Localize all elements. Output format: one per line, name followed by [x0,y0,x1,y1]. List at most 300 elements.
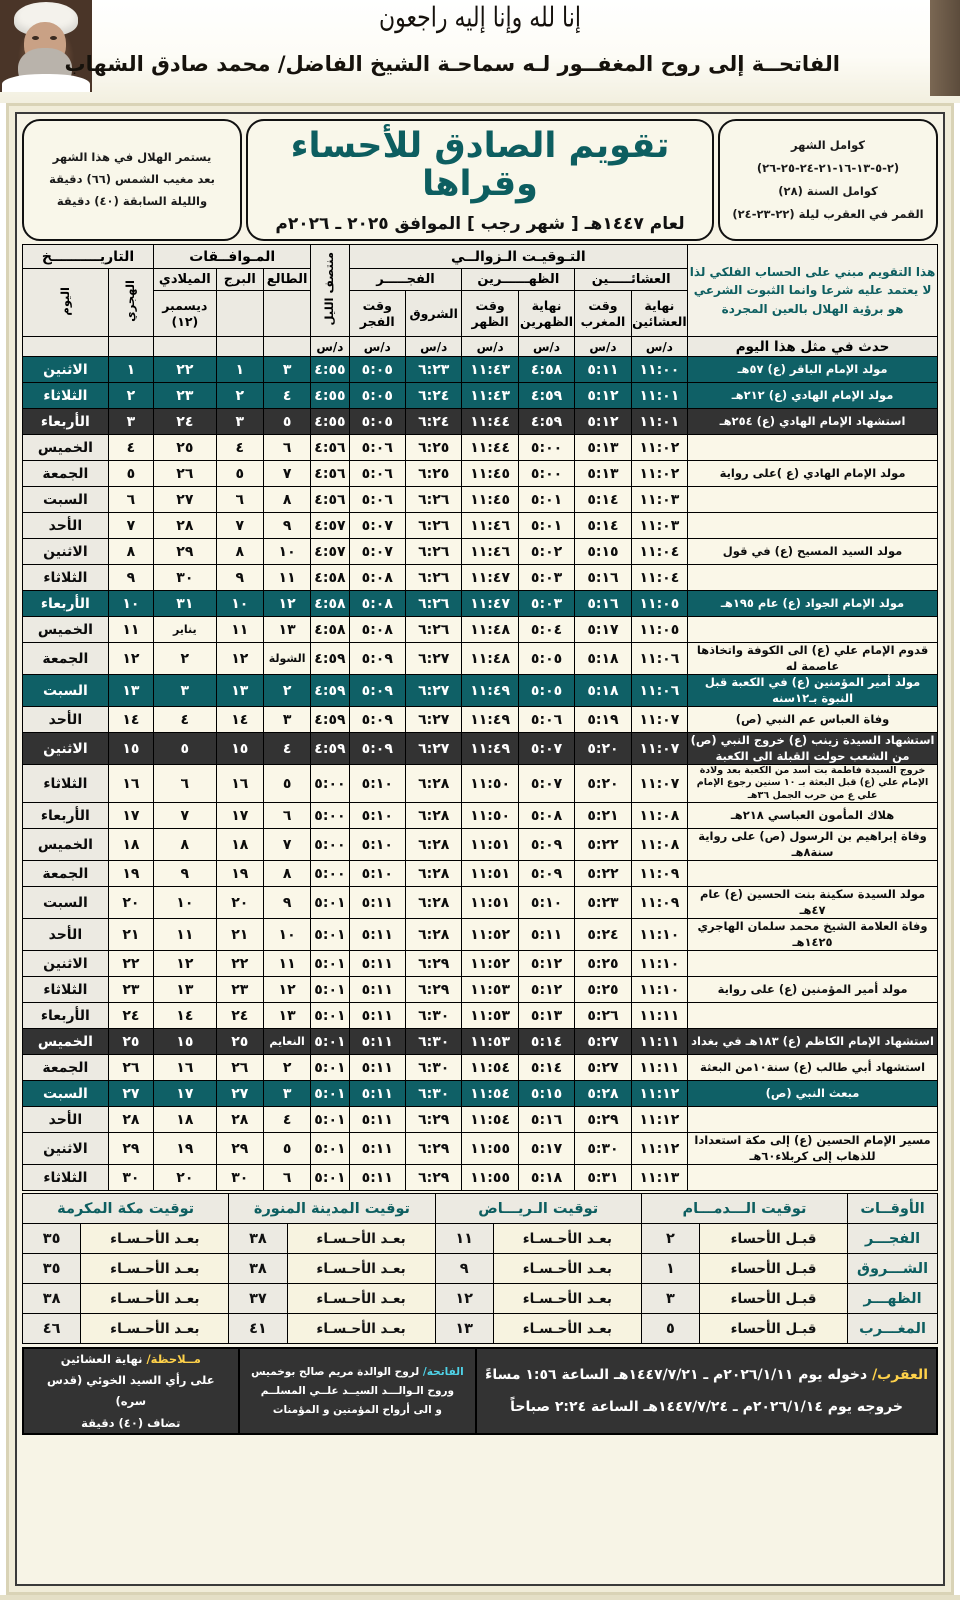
cell-event: مولد الإمام الباقر (ع) ٥٧هـ [688,357,938,383]
cell-fajr: ٥:٠١ [311,1165,349,1191]
cell-dhuhr_end: ١١:٤٥ [462,461,518,487]
cell-isha_end: ١١:٠٥ [631,617,687,643]
cell-isha: ٥:١٣ [575,461,631,487]
calendar-row [23,1081,938,1107]
cell-fajr: ٥:٠١ [311,1133,349,1165]
cell-burj: ٢٠ [216,887,263,919]
cell-burj: ١٤ [216,707,263,733]
cell-isha_end: ١١:٠٠ [631,357,687,383]
cell-isha: ٥:١٢ [575,383,631,409]
city-header-awqat: الأوقــات [848,1194,938,1224]
unit-miladi [154,337,216,357]
cell-dhuhr: ٦:٢٩ [405,977,461,1003]
calendar-row [23,707,938,733]
cell-hijri: ٢٤ [108,1003,153,1029]
cell-dhuhr: ٦:٢٦ [405,539,461,565]
cell-event: مولد السيدة سكينة بنت الحسين (ع) عام ٤٧هـ [688,887,938,919]
cell-burj: ٨ [216,539,263,565]
cell-miladi: ٢٦ [154,461,216,487]
cell-dhuhr_end: ١١:٤٨ [462,643,518,675]
cell-dhuhr: ٦:٢٥ [405,435,461,461]
cell-talii: ٨ [263,861,310,887]
city-cell-riyadh_rel: بعـد الأحـسـاء [493,1254,641,1284]
cell-isha_end: ١١:١٠ [631,977,687,1003]
col-header-isha-end: نهاية العشائين [631,291,687,337]
cell-dhuhr_end: ١١:٥١ [462,829,518,861]
cell-dhuhr_end: ١١:٥٢ [462,951,518,977]
unit-dhuhr: د/س [462,337,518,357]
cell-event [688,435,938,461]
cell-miladi: ١٩ [154,1133,216,1165]
cell-burj: ٢٧ [216,1081,263,1107]
cell-hijri: ١١ [108,617,153,643]
cell-shuruq: ٥:١١ [349,1055,405,1081]
cell-talii: ٨ [263,487,310,513]
city-cell-label: المغـــرب [848,1314,938,1344]
cell-isha: ٥:٢٧ [575,1029,631,1055]
city-header-dammam: توقيت الـــدمـــام [641,1194,847,1224]
main-title-box [246,119,714,241]
cell-dhuhr_end: ١١:٥٣ [462,1003,518,1029]
unit-burj [216,337,263,357]
cell-dhuhr: ٦:٢٨ [405,887,461,919]
cell-burj: ١٧ [216,803,263,829]
cell-shuruq: ٥:٠٦ [349,461,405,487]
cell-burj: ١٠ [216,591,263,617]
cell-event: خروج السيدة فاطمة بت أسد من الكعبة بعد ولادة الإمام علي (ع) قبل البعثة بـ ١٠ سنين رجوع الإمام علي ع من حرب الجمل ٣٦هـ [688,765,938,803]
cell-isha: ٥:٢٤ [575,919,631,951]
calendar-row [23,487,938,513]
cell-dhuhr_end: ١١:٤٤ [462,435,518,461]
cell-dhuhr: ٦:٣٠ [405,1081,461,1107]
cell-shuruq: ٥:١١ [349,1029,405,1055]
cell-fajr: ٤:٥٩ [311,733,349,765]
cell-miladi: ١٠ [154,887,216,919]
city-cell-madinah_val: ٤١ [229,1314,287,1344]
cell-dhuhr_end: ١١:٥١ [462,861,518,887]
unit-isha-end: د/س [631,337,687,357]
cell-dhuhr: ٦:٢٨ [405,803,461,829]
cell-miladi: ١٥ [154,1029,216,1055]
cell-burj: ٦ [216,487,263,513]
cell-day: الخميس [23,829,109,861]
cell-fajr: ٤:٥٧ [311,539,349,565]
cell-dhuhr: ٦:٢٧ [405,643,461,675]
cell-talii: ٤ [263,383,310,409]
cell-event: استشهاد الإمام الكاظم (ع) ١٨٣هـ في بغداد [688,1029,938,1055]
cell-isha: ٥:١١ [575,357,631,383]
cell-burj: ١٥ [216,733,263,765]
cell-dhuhr_end: ١١:٤٩ [462,675,518,707]
cell-maghrib: ٥:١٤ [518,1055,574,1081]
cell-talii: ٣ [263,1081,310,1107]
cell-dhuhr_end: ١١:٥١ [462,887,518,919]
cell-hijri: ٦ [108,487,153,513]
cell-shuruq: ٥:٠٥ [349,357,405,383]
cell-isha: ٥:٢٩ [575,1107,631,1133]
cell-isha_end: ١١:١٢ [631,1107,687,1133]
cell-day: الأحد [23,513,109,539]
cell-hijri: ١٧ [108,803,153,829]
calendar-row [23,643,938,675]
footer-scorpio-label: العقرب/ [872,1367,928,1384]
crescent-note-line-1: يستمر الهلال في هذا الشهر [52,150,212,165]
cell-hijri: ٢٩ [108,1133,153,1165]
cell-hijri: ١٥ [108,733,153,765]
cell-fajr: ٥:٠٠ [311,803,349,829]
cell-dhuhr: ٦:٢٩ [405,951,461,977]
cell-dhuhr_end: ١١:٥٥ [462,1133,518,1165]
col-header-burj: البرج [216,269,263,291]
cell-shuruq: ٥:٠٧ [349,513,405,539]
calendar-table [22,244,938,1191]
cell-talii: ١١ [263,565,310,591]
cell-fajr: ٥:٠١ [311,1029,349,1055]
footer-fatiha-line-2: وروح الـوالـــد السيــد علــي المسلــم [260,1384,455,1397]
cell-talii: ١٢ [263,977,310,1003]
city-cell-dammam_val: ٥ [641,1314,699,1344]
cell-event: وفاة العلامة الشيخ محمد سلمان الهاجري ١٤٢٥هـ [688,919,938,951]
cell-day: السبت [23,1081,109,1107]
footer-note-text-1: نهاية العشائين [60,1351,143,1366]
cell-dhuhr: ٦:٢٣ [405,357,461,383]
cell-dhuhr: ٦:٢٦ [405,565,461,591]
city-cell-makkah_rel: بعـد الأحـسـاء [81,1224,229,1254]
cell-miladi: ١٢ [154,951,216,977]
cell-shuruq: ٥:٠٧ [349,539,405,565]
cell-talii: ٩ [263,513,310,539]
cell-day: الاثنين [23,1133,109,1165]
cell-dhuhr: ٦:٣٠ [405,1055,461,1081]
cell-fajr: ٥:٠٠ [311,861,349,887]
col-header-midnight: منتصف الليل [311,245,349,337]
cell-maghrib: ٥:١٢ [518,977,574,1003]
cell-isha_end: ١١:١١ [631,1029,687,1055]
cell-hijri: ٣٠ [108,1165,153,1191]
cell-hijri: ١٩ [108,861,153,887]
footer-note-line-1 [61,1349,201,1370]
cell-miladi: ٣١ [154,591,216,617]
cell-isha: ٥:٢٢ [575,829,631,861]
cell-hijri: ٢٦ [108,1055,153,1081]
cell-dhuhr_end: ١١:٤٧ [462,565,518,591]
cell-isha: ٥:١٩ [575,707,631,733]
footer-note-block [24,1349,238,1433]
group-header-tarikh: التاريــــــــــخ [23,245,154,269]
kawamil-year-label: كوامل السنة (٢٨) [778,184,878,198]
cell-burj: ٢٦ [216,1055,263,1081]
moon-scorpio-nights: القمر في العقرب ليلة (٢٢-٢٣-٢٤) [732,207,924,221]
cell-miladi: ٨ [154,829,216,861]
title-strip [22,119,938,241]
cell-dhuhr_end: ١١:٥٣ [462,1029,518,1055]
cell-day: الثلاثاء [23,765,109,803]
cell-isha_end: ١١:٠٦ [631,675,687,707]
cell-miladi: ١١ [154,919,216,951]
group-header-zawali: التـوقيـت الـزوالــي [349,245,688,269]
city-times-row [23,1314,938,1344]
cell-isha_end: ١١:١١ [631,1003,687,1029]
cell-maghrib: ٥:١٤ [518,1029,574,1055]
cell-isha: ٥:١٧ [575,617,631,643]
cell-fajr: ٥:٠١ [311,887,349,919]
cell-maghrib: ٥:١٢ [518,951,574,977]
cell-isha: ٥:٢٥ [575,951,631,977]
col-header-miladi-sub: ديسمبر (١٢) [154,291,216,337]
cell-dhuhr: ٦:٢٩ [405,1107,461,1133]
ornament-bar-right [930,0,960,96]
cell-dhuhr: ٦:٢٨ [405,861,461,887]
cell-dhuhr: ٦:٢٦ [405,513,461,539]
cell-isha: ٥:١٣ [575,435,631,461]
cell-fajr: ٥:٠١ [311,1107,349,1133]
kawamil-month-values: (٢-٥-١٣-١٦-٢١-٢٤-٢٥-٢٦) [756,161,900,175]
city-cell-riyadh_val: ١٢ [435,1284,493,1314]
cell-event: هلاك المأمون العباسي ٢١٨هـ [688,803,938,829]
cell-fajr: ٤:٥٥ [311,409,349,435]
cell-fajr: ٤:٥٧ [311,513,349,539]
cell-fajr: ٤:٥٦ [311,461,349,487]
cell-fajr: ٤:٥٩ [311,643,349,675]
cell-shuruq: ٥:٠٩ [349,675,405,707]
city-cell-madinah_rel: بعـد الأحـسـاء [287,1314,435,1344]
cell-fajr: ٥:٠٠ [311,765,349,803]
cell-miladi: ٣٠ [154,565,216,591]
cell-shuruq: ٥:١١ [349,919,405,951]
cell-day: الاثنين [23,733,109,765]
cell-fajr: ٤:٥٦ [311,435,349,461]
cell-isha_end: ١١:١٠ [631,951,687,977]
cell-day: الأربعاء [23,409,109,435]
city-header-makkah: توقيت مكة المكرمة [23,1194,229,1224]
cell-talii: ٥ [263,409,310,435]
cell-day: الأحد [23,1107,109,1133]
footer-scorpio-entry [485,1359,928,1391]
city-cell-madinah_val: ٣٨ [229,1224,287,1254]
cell-hijri: ٩ [108,565,153,591]
cell-talii: ٤ [263,733,310,765]
cell-isha: ٥:١٤ [575,513,631,539]
cell-hijri: ٢١ [108,919,153,951]
cell-day: الثلاثاء [23,383,109,409]
month-completions-box [718,119,938,241]
cell-dhuhr_end: ١١:٤٩ [462,733,518,765]
cell-talii: ٦ [263,803,310,829]
cell-maghrib: ٤:٥٩ [518,383,574,409]
cell-day: الأحد [23,707,109,733]
cell-event [688,951,938,977]
cell-hijri: ١٢ [108,643,153,675]
cell-dhuhr: ٦:٢٤ [405,409,461,435]
cell-burj: ١٢ [216,643,263,675]
cell-isha: ٥:٣٠ [575,1133,631,1165]
cell-dhuhr_end: ١١:٤٩ [462,707,518,733]
calendar-frame-inner [15,112,945,1586]
cell-event: مولد الإمام الهادي (ع )على رواية [688,461,938,487]
cell-miladi: ٤ [154,707,216,733]
cell-day: الاثنين [23,357,109,383]
cell-isha_end: ١١:١٢ [631,1133,687,1165]
cell-isha_end: ١١:٠٩ [631,861,687,887]
cell-day: الجمعة [23,1055,109,1081]
cell-miladi: ١٧ [154,1081,216,1107]
unit-shuruq: د/س [405,337,461,357]
cell-burj: ٢٢ [216,951,263,977]
calendar-row [23,591,938,617]
cell-burj: ٢٣ [216,977,263,1003]
cell-fajr: ٤:٥٨ [311,617,349,643]
footer-scorpio-block [475,1349,936,1433]
cell-miladi: ١٣ [154,977,216,1003]
cell-maghrib: ٥:٠٥ [518,643,574,675]
cell-burj: ١ [216,357,263,383]
table-unit-row [23,337,938,357]
cell-event [688,1107,938,1133]
cell-dhuhr: ٦:٣٠ [405,1029,461,1055]
cell-maghrib: ٥:٠٧ [518,733,574,765]
cell-isha_end: ١١:٠٤ [631,565,687,591]
cell-shuruq: ٥:٠٩ [349,733,405,765]
cell-event [688,565,938,591]
cell-burj: ٥ [216,461,263,487]
cell-fajr: ٥:٠١ [311,919,349,951]
cell-burj: ١٩ [216,861,263,887]
city-cell-makkah_val: ٣٥ [23,1254,81,1284]
city-cell-dammam_rel: قبـل الأحساء [700,1254,848,1284]
city-cell-label: الظهـــر [848,1284,938,1314]
cell-talii: ١٣ [263,617,310,643]
sub-header-fajr: الفجـــــر [349,269,462,291]
unit-dhuhrayn-end: د/س [518,337,574,357]
calendar-row [23,1003,938,1029]
cell-talii: الشولة [263,643,310,675]
cell-burj: ٧ [216,513,263,539]
cell-shuruq: ٥:١١ [349,887,405,919]
city-cell-makkah_val: ٣٥ [23,1224,81,1254]
crescent-note-box [22,119,242,241]
calendar-table-body [23,357,938,1191]
cell-day: الجمعة [23,461,109,487]
cell-event [688,1165,938,1191]
cell-dhuhr_end: ١١:٥٤ [462,1107,518,1133]
cell-hijri: ١٣ [108,675,153,707]
calendar-row [23,919,938,951]
cell-shuruq: ٥:١١ [349,1107,405,1133]
cell-event: استشهاد الإمام الهادي (ع) ٢٥٤هـ [688,409,938,435]
unit-talii [263,337,310,357]
cell-hijri: ٨ [108,539,153,565]
cell-talii: ٩ [263,887,310,919]
cell-maghrib: ٥:٠٧ [518,765,574,803]
cell-event [688,617,938,643]
cell-maghrib: ٥:٠٦ [518,707,574,733]
cell-talii: ١٠ [263,539,310,565]
cell-maghrib: ٥:٠٨ [518,803,574,829]
cell-dhuhr_end: ١١:٥٤ [462,1081,518,1107]
cell-miladi: ٧ [154,803,216,829]
cell-talii: ١١ [263,951,310,977]
cell-isha_end: ١١:٠٧ [631,707,687,733]
cell-maghrib: ٥:١٨ [518,1165,574,1191]
cell-isha_end: ١١:٠٧ [631,733,687,765]
cell-isha_end: ١١:١١ [631,1055,687,1081]
cell-event: استشهاد السيدة زينب (ع) خروج النبي (ص) من الشعب حولت القبلة الى الكعبة [688,733,938,765]
cell-event: استشهاد أبي طالب (ع) سنة١٠من البعثة [688,1055,938,1081]
calendar-row [23,1165,938,1191]
cell-fajr: ٥:٠١ [311,951,349,977]
cell-miladi: ٩ [154,861,216,887]
city-times-header-row [23,1194,938,1224]
cell-miladi: يناير [154,617,216,643]
col-header-miladi: الميلادي [154,269,216,291]
cell-event: وفاة إبراهيم بن الرسول (ص) على رواية سنة٨هـ [688,829,938,861]
calendar-row [23,1055,938,1081]
calendar-row [23,513,938,539]
footer-fatiha-line-1 [251,1363,464,1382]
calendar-title: تقويم الصادق للأحساء وقراها [290,125,670,204]
cell-event: مولد السيد المسيح (ع) في قول [688,539,938,565]
city-cell-makkah_rel: بعـد الأحـسـاء [81,1284,229,1314]
city-cell-makkah_rel: بعـد الأحـسـاء [81,1254,229,1284]
city-times-row [23,1284,938,1314]
cell-hijri: ٢٠ [108,887,153,919]
col-header-burj-sub [216,291,263,337]
cell-dhuhr_end: ١١:٥٥ [462,1165,518,1191]
cell-shuruq: ٥:٠٥ [349,383,405,409]
cell-isha: ٥:١٥ [575,539,631,565]
city-cell-label: الشـــروق [848,1254,938,1284]
group-header-muwafaqat: المـوافــقات [154,245,311,269]
cell-miladi: ٢٨ [154,513,216,539]
cell-talii: ٣ [263,707,310,733]
cell-dhuhr: ٦:٢٨ [405,829,461,861]
cell-day: الأربعاء [23,1003,109,1029]
cell-day: الأحد [23,919,109,951]
calendar-row [23,357,938,383]
cell-fajr: ٤:٥٨ [311,591,349,617]
cell-miladi: ١٤ [154,1003,216,1029]
cell-dhuhr: ٦:٢٨ [405,919,461,951]
cell-event: مولد الإمام الهادي (ع) ٢١٢هـ [688,383,938,409]
cell-talii: ٦ [263,1165,310,1191]
city-cell-dammam_rel: قبـل الأحساء [700,1224,848,1254]
cell-isha: ٥:٢٧ [575,1055,631,1081]
cell-fajr: ٤:٥٩ [311,675,349,707]
city-cell-madinah_rel: بعـد الأحـسـاء [287,1224,435,1254]
cell-dhuhr: ٦:٢٦ [405,487,461,513]
cell-shuruq: ٥:١٠ [349,803,405,829]
cell-miladi: ٦ [154,765,216,803]
cell-fajr: ٤:٥٦ [311,487,349,513]
cell-event: مولد الإمام الجواد (ع) عام ١٩٥هـ [688,591,938,617]
calendar-row [23,383,938,409]
cell-maghrib: ٥:١٠ [518,887,574,919]
cell-isha_end: ١١:١٣ [631,1165,687,1191]
cell-hijri: ٢ [108,383,153,409]
cell-isha: ٥:٢٢ [575,861,631,887]
col-header-hijri: الهجري [108,269,153,337]
cell-talii: ١٢ [263,591,310,617]
cell-day: الجمعة [23,643,109,675]
table-group-header-row [23,245,938,269]
cell-isha_end: ١١:٠٣ [631,513,687,539]
cell-maghrib: ٥:٠١ [518,487,574,513]
cell-isha: ٥:٢٣ [575,887,631,919]
cell-maghrib: ٥:٠٣ [518,565,574,591]
cell-dhuhr_end: ١١:٤٦ [462,539,518,565]
cell-hijri: ١٤ [108,707,153,733]
calendar-row [23,675,938,707]
